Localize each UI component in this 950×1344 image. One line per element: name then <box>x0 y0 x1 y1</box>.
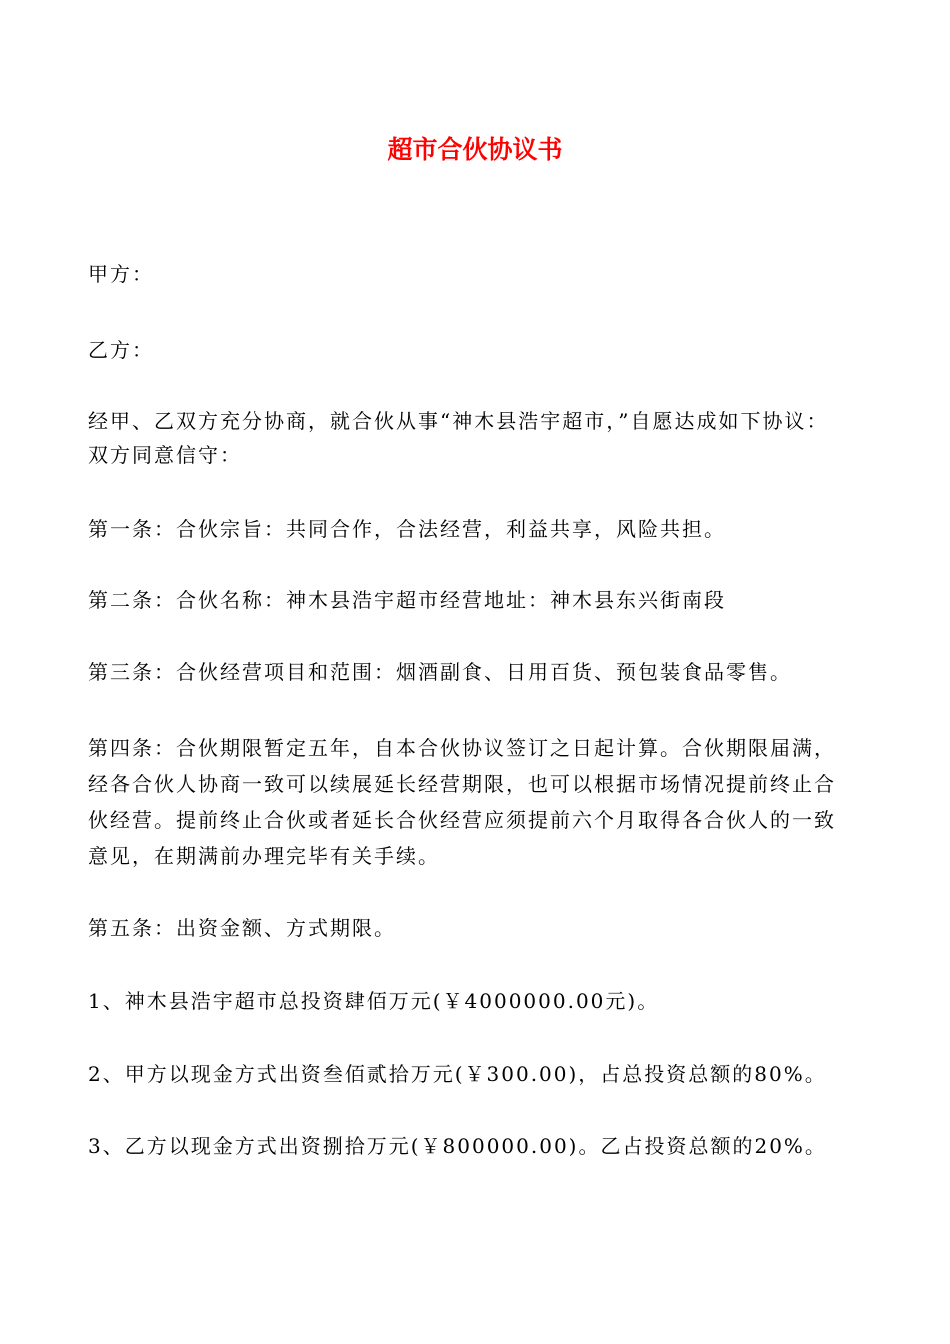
intro-line: 经甲、乙双方充分协商，就合伙从事“神木县浩宇超市，”自愿达成如下协议： <box>88 409 829 433</box>
document-title: 超市合伙协议书 <box>387 135 563 164</box>
party-a-line: 甲方： <box>88 262 154 286</box>
investment-item-1: 1、神木县浩宇超市总投资肆佰万元(￥4000000.00元)。 <box>88 989 660 1013</box>
article-5: 第五条：出资金额、方式期限。 <box>88 916 396 940</box>
article-4 <box>88 730 888 874</box>
article-1: 第一条：合伙宗旨：共同合作，合法经营，利益共享，风险共担。 <box>88 517 726 541</box>
article-3: 第三条：合伙经营项目和范围：烟酒副食、日用百货、预包装食品零售。 <box>88 660 792 684</box>
article-2: 第二条：合伙名称：神木县浩宇超市经营地址：神木县东兴街南段 <box>88 588 726 612</box>
article-4-line: 意见，在期满前办理完毕有关手续。 <box>88 844 440 868</box>
intro-line: 双方同意信守： <box>88 443 242 467</box>
article-4-line: 伙经营。提前终止合伙或者延长合伙经营应须提前六个月取得各合伙人的一致 <box>88 808 836 832</box>
article-4-line: 经各合伙人协商一致可以续展延长经营期限，也可以根据市场情况提前终止合 <box>88 772 836 796</box>
article-4-line: 第四条：合伙期限暂定五年，自本合伙协议签订之日起计算。合伙期限届满， <box>88 736 836 760</box>
investment-item-3: 3、乙方以现金方式出资捌拾万元(￥800000.00)。乙占投资总额的20%。 <box>88 1134 827 1158</box>
party-b-line: 乙方： <box>88 338 154 362</box>
intro-paragraph <box>88 404 888 472</box>
investment-item-2: 2、甲方以现金方式出资叁佰贰拾万元(￥300.00)，占总投资总额的80%。 <box>88 1062 827 1086</box>
